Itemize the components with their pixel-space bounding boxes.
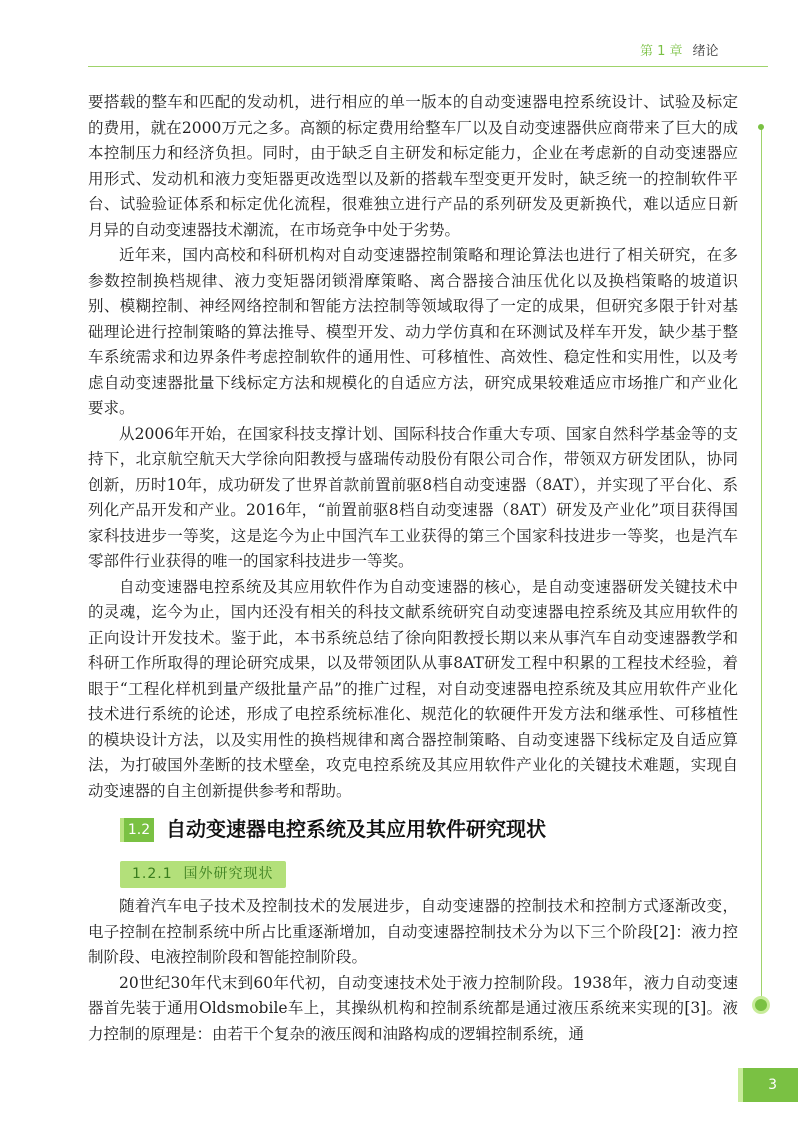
margin-line — [761, 127, 762, 999]
section-title: 自动变速器电控系统及其应用软件研究现状 — [166, 817, 546, 841]
paragraph: 随着汽车电子技术及控制技术的发展进步，自动变速器的控制技术和控制方式逐渐改变，电子控制在控制系统中所占比重逐渐增加，自动变速器控制技术分为以下三个阶段[2]：液力控制阶段、电液控制阶段和智能控制阶段。 — [88, 897, 738, 966]
header-chapter: 第 1 章 — [640, 44, 683, 59]
section-number: 1.2 — [120, 818, 154, 842]
subsection-number: 1.2.1 — [132, 865, 173, 882]
header-rule — [88, 66, 768, 67]
paragraph: 自动变速器电控系统及其应用软件作为自动变速器的核心，是自动变速器研发关键技术中的灵魂，迄今为止，国内还没有相关的科技文献系统研究自动变速器电控系统及其应用软件的正向设计开发技术。鉴于此，本书系统总结了徐向阳教授长期以来从事汽车自动变速器教学和科研工作所取得的理论研究成果，以及带领团队从事8AT研发工程中积累的工程技术经验，着眼于“工程化样机到量产级批量产品”的推广过程，对自动变速器电控系统及其应用软件产业化技术进行系统的论述，形成了电控系统标准化、规范化的软硬件开发方法和继承性、可移植性的模块设计方法，以及实用性的换档规律和离合器控制策略、自动变速器下线标定及自适应算法，为打破国外垄断的技术壁垒，攻克电控系统及其应用软件产业化的关键技术难题，实现自动变速器的自主创新提供参考和帮助。 — [88, 577, 738, 800]
margin-dot-bottom — [755, 999, 767, 1011]
paragraph: 从2006年开始，在国家科技支撑计划、国际科技合作重大专项、国家自然科学基金等的支持下，北京航空航天大学徐向阳教授与盛瑞传动股份有限公司合作，带领双方研发团队，协同创新，历时10年，成功研发了世界首款前置前驱8档自动变速器（8AT），并实现了平台化、系列化产品开发和产业。2016年，“前置前驱8档自动变速器（8AT）研发及产业化”项目获得国家科技进步一等奖，这是迄今为止中国汽车工业获得的第三个国家科技进步一等奖，也是汽车零部件行业获得的唯一的国家科技进步一等奖。 — [88, 424, 738, 570]
paragraph: 近年来，国内高校和科研机构对自动变速器控制策略和理论算法也进行了相关研究，在多参数控制换档规律、液力变矩器闭锁滑摩策略、离合器接合油压优化以及换档策略的坡道识别、模糊控制、神经网络控制和智能方法控制等领域取得了一定的成果，但研究多限于针对基础理论进行控制策略的算法推导、模型开发、动力学仿真和在环测试及样车开发，缺少基于整车系统需求和边界条件考虑控制软件的通用性、可移植性、高效性、稳定性和实用性，以及考虑自动变速器批量下线标定方法和规模化的自适应方法，研究成果较难适应市场推广和产业化要求。 — [88, 246, 738, 417]
running-header — [640, 40, 719, 59]
section-heading — [120, 817, 738, 843]
subsection-title: 国外研究现状 — [183, 865, 274, 882]
page-number: 3 — [768, 1077, 777, 1093]
header-title: 绪论 — [692, 44, 719, 59]
margin-dot-top — [758, 124, 764, 130]
body-text — [88, 90, 738, 1047]
subsection-heading — [120, 861, 286, 889]
paragraph: 要搭载的整车和匹配的发动机，进行相应的单一版本的自动变速器电控系统设计、试验及标定的费用，就在2000万元之多。高额的标定费用给整车厂以及自动变速器供应商带来了巨大的成本控制压力和经济负担。同时，由于缺乏自主研发和标定能力，企业在考虑新的自动变速器应用形式、发动机和液力变矩器更改选型以及新的搭载车型变更开发时，缺乏统一的控制软件平台、试验验证体系和标定优化流程，很难独立进行产品的系列研发及更新换代，难以适应日新月异的自动变速器技术潮流，在市场竞争中处于劣势。 — [88, 93, 738, 239]
page-number-tab — [738, 1068, 798, 1102]
paragraph: 20世纪30年代末到60年代初，自动变速技术处于液力控制阶段。1938年，液力自动变速器首先装于通用Oldsmobile车上，其操纵机构和控制系统都是通过液压系统来实现的[3]。液力控制的原理是：由若干个复杂的液压阀和油路构成的逻辑控制系统，通 — [88, 973, 738, 1043]
